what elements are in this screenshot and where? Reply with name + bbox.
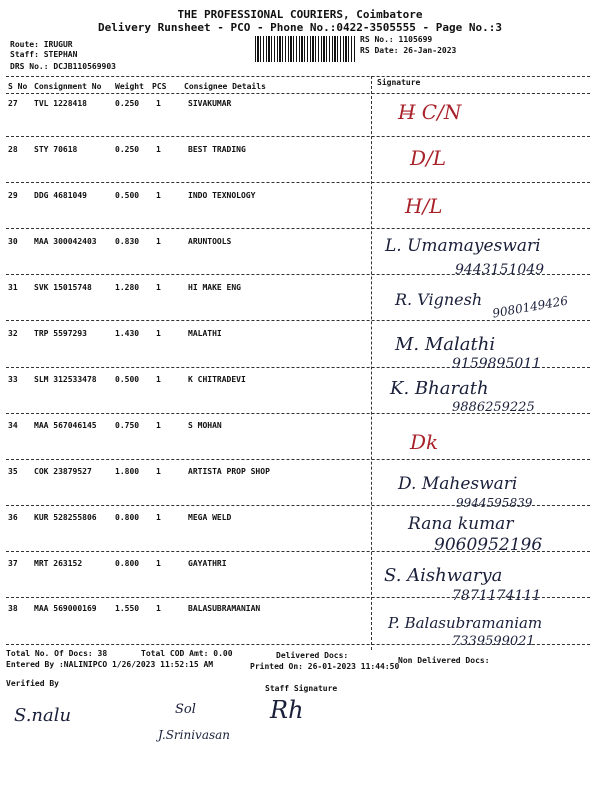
col-signature: Signature [377,78,421,87]
row-pcs: 1 [156,191,161,200]
row-consignee: BALASUBRAMANIAN [188,604,261,613]
signature-handwritten: 9060952196 [434,535,543,555]
row-pcs: 1 [156,559,161,568]
route-label: Route: IRUGUR [10,40,73,49]
row-sno: 27 [8,99,18,108]
signature-handwritten: K. Bharath [390,378,489,399]
barcode-image [255,36,355,62]
col-weight: Weight [115,82,144,91]
row-consignment: TRP 5597293 [34,329,87,338]
row-weight: 1.550 [115,604,140,613]
row-pcs: 1 [156,329,161,338]
col-pcs: PCS [152,82,167,91]
staff-signature-label: Staff Signature [265,684,338,693]
row-consignee: MALATHI [188,329,222,338]
row-sno: 37 [8,559,18,568]
row-rule [6,136,590,137]
signature-handwritten: H/L [405,194,443,218]
signature-handwritten: H̶̶ C/N [398,100,462,124]
row-consignment: TVL 1228418 [34,99,87,108]
signature-handwritten: 9159895011 [452,356,542,372]
table-row [0,191,600,237]
col-sno: S No [8,82,28,91]
verifier-signature: Sol [175,702,196,717]
verifier-signature: J.Srinivasan [158,728,231,742]
row-weight: 1.430 [115,329,140,338]
row-weight: 0.500 [115,191,140,200]
signature-handwritten: L. Umamayeswari [385,236,541,256]
table-row [0,99,600,145]
verifier-signature: S.nalu [14,705,72,726]
row-pcs: 1 [156,99,161,108]
row-consignee: MEGA WELD [188,513,232,522]
row-consignee: ARUNTOOLS [188,237,232,246]
signature-handwritten: R. Vignesh [395,290,483,309]
header-rule [6,93,590,94]
row-weight: 0.830 [115,237,140,246]
row-consignment: MAA 300042403 [34,237,97,246]
row-rule [6,320,590,321]
row-rule [6,228,590,229]
row-consignee: HI MAKE ENG [188,283,241,292]
total-docs: Total No. Of Docs: 38 [6,649,108,658]
signature-handwritten: 9944595839 [456,496,533,510]
row-pcs: 1 [156,375,161,384]
signature-handwritten: 9080149426 [491,293,569,321]
signature-handwritten: D/L [410,146,447,170]
non-delivered-docs: Non Delivered Docs: [398,656,490,665]
row-weight: 1.280 [115,283,140,292]
row-rule [6,182,590,183]
table-row [0,145,600,191]
signature-handwritten: Rana kumar [408,514,514,534]
row-sno: 29 [8,191,18,200]
signature-handwritten: 7871174111 [452,588,542,604]
signature-handwritten: Dk [410,430,439,454]
row-weight: 0.250 [115,99,140,108]
printed-on: Printed On: 26-01-2023 11:44:50 [250,662,400,671]
row-consignee: S MOHAN [188,421,222,430]
row-sno: 30 [8,237,18,246]
row-consignee: K CHITRADEVI [188,375,246,384]
row-weight: 1.800 [115,467,140,476]
verified-by-label: Verified By [6,679,59,688]
row-consignment: MAA 567046145 [34,421,97,430]
row-consignee: BEST TRADING [188,145,246,154]
row-pcs: 1 [156,467,161,476]
row-consignee: GAYATHRI [188,559,227,568]
row-sno: 34 [8,421,18,430]
signature-handwritten: S. Aishwarya [384,565,503,586]
row-sno: 33 [8,375,18,384]
signature-handwritten: 9443151049 [455,262,545,278]
signature-handwritten: 9886259225 [452,400,535,415]
row-consignment: MRT 263152 [34,559,83,568]
rs-date: RS Date: 26-Jan-2023 [360,46,457,55]
table-row [0,421,600,467]
signature-handwritten: M. Malathi [395,334,496,355]
row-consignment: SLM 312533478 [34,375,97,384]
row-pcs: 1 [156,283,161,292]
row-pcs: 1 [156,421,161,430]
row-rule [6,459,590,460]
staff-label: Staff: STEPHAN [10,50,78,59]
row-weight: 0.800 [115,559,140,568]
runsheet-subtitle: Delivery Runsheet - PCO - Phone No.:0422-3505555 - Page No.:3 [98,21,502,34]
row-pcs: 1 [156,513,161,522]
row-sno: 31 [8,283,18,292]
row-consignment: DDG 4681049 [34,191,87,200]
drs-number: DRS No.: DCJB110569903 [10,62,116,71]
row-pcs: 1 [156,145,161,154]
staff-signature: Rh [270,696,304,724]
row-weight: 0.500 [115,375,140,384]
row-consignment: SVK 15015748 [34,283,92,292]
row-pcs: 1 [156,237,161,246]
signature-handwritten: D. Maheswari [398,474,518,494]
row-consignment: MAA 569000169 [34,604,97,613]
total-cod: Total COD Amt: 0.00 [141,649,233,658]
table-top-rule [6,76,590,77]
company-title: THE PROFESSIONAL COURIERS, Coimbatore [177,8,423,21]
col-consignee: Consignee Details [184,82,266,91]
entered-by: Entered By :NALINIPCO 1/26/2023 11:52:15 AM [6,660,214,669]
col-consignment: Consignment No [34,82,102,91]
row-consignment: COK 23879527 [34,467,92,476]
row-consignee: ARTISTA PROP SHOP [188,467,270,476]
row-sno: 32 [8,329,18,338]
row-sno: 38 [8,604,18,613]
rs-number: RS No.: 1105699 [360,35,433,44]
delivered-docs: Delivered Docs: [276,651,349,660]
signature-handwritten: 7339599021 [452,634,535,649]
row-consignee: INDO TEXNOLOGY [188,191,256,200]
row-pcs: 1 [156,604,161,613]
row-weight: 0.800 [115,513,140,522]
row-sno: 28 [8,145,18,154]
signature-handwritten: P. Balasubramaniam [388,614,543,632]
row-weight: 0.750 [115,421,140,430]
row-consignment: KUR 528255806 [34,513,97,522]
row-sno: 35 [8,467,18,476]
row-consignment: STY 70618 [34,145,78,154]
row-sno: 36 [8,513,18,522]
row-weight: 0.250 [115,145,140,154]
row-consignee: SIVAKUMAR [188,99,232,108]
